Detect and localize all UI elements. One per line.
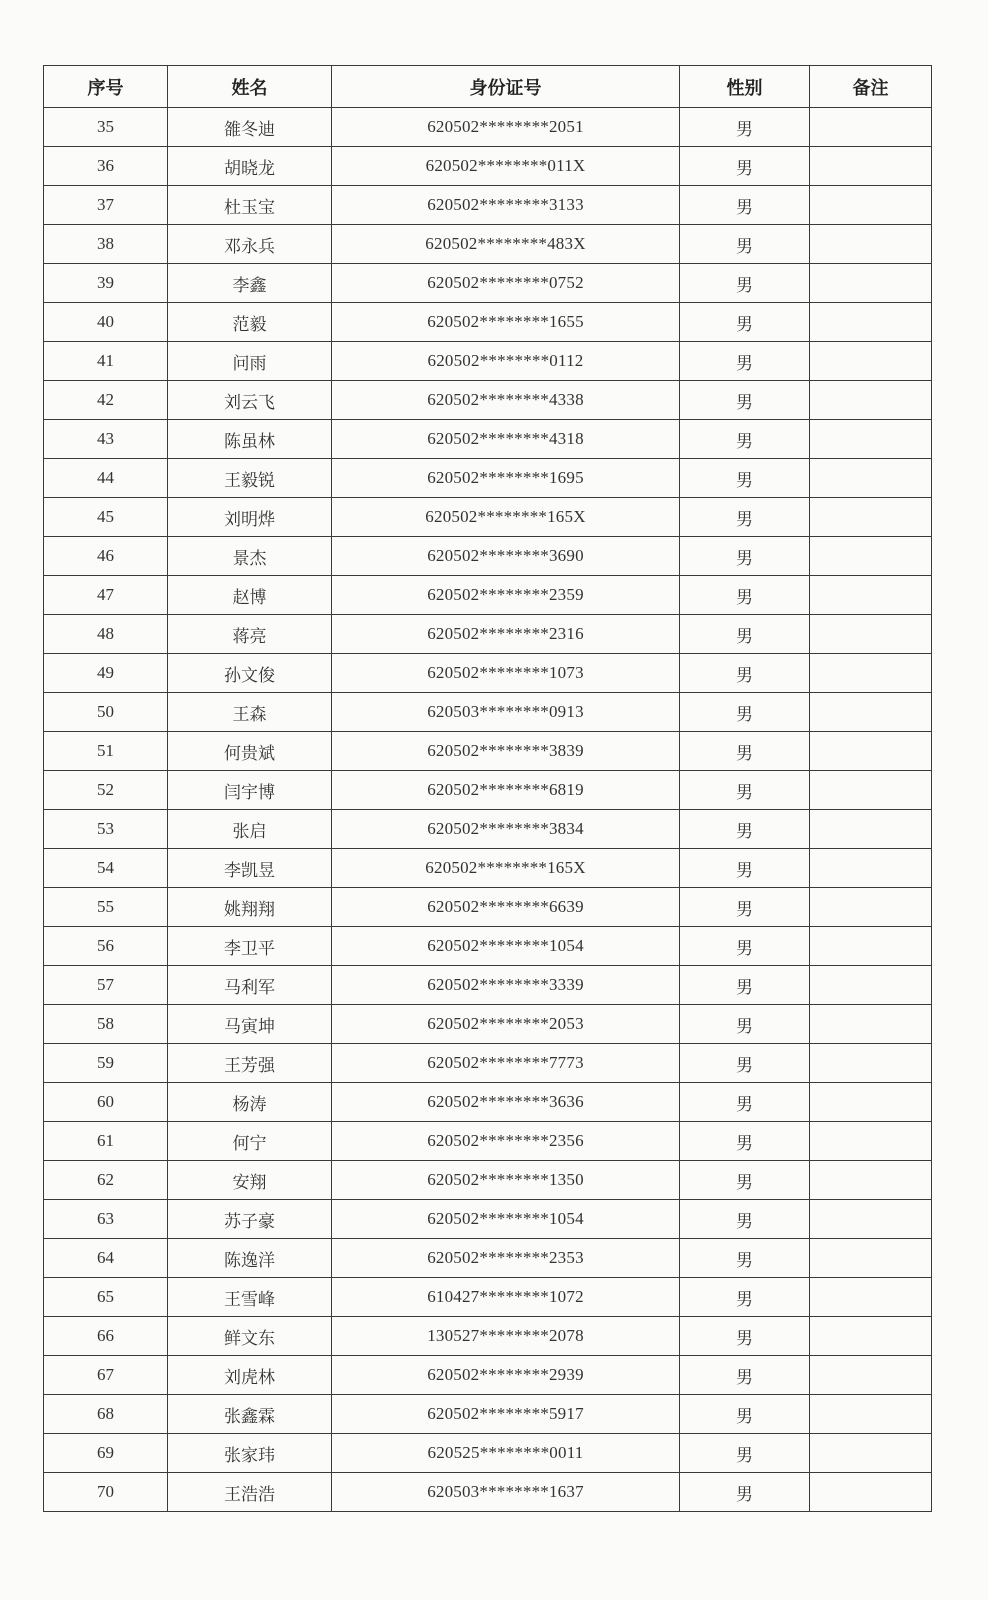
cell-seq: 67 [44,1356,168,1395]
cell-name: 王芳强 [168,1044,332,1083]
cell-gender: 男 [680,1122,810,1161]
table-row [44,420,932,459]
cell-note [810,498,932,537]
cell-id-number: 130527********2078 [332,1317,680,1356]
table-row [44,1317,932,1356]
cell-note [810,849,932,888]
cell-name: 赵博 [168,576,332,615]
cell-seq: 40 [44,303,168,342]
cell-id-number: 620525********0011 [332,1434,680,1473]
header-note: 备注 [810,66,932,108]
cell-gender: 男 [680,1083,810,1122]
cell-id-number: 620502********3834 [332,810,680,849]
cell-note [810,1161,932,1200]
cell-gender: 男 [680,693,810,732]
cell-gender: 男 [680,186,810,225]
cell-note [810,1395,932,1434]
cell-seq: 70 [44,1473,168,1512]
table-row [44,381,932,420]
table-row [44,615,932,654]
cell-note [810,927,932,966]
cell-name: 孙文俊 [168,654,332,693]
cell-gender: 男 [680,147,810,186]
cell-seq: 52 [44,771,168,810]
cell-gender: 男 [680,381,810,420]
cell-note [810,1239,932,1278]
cell-seq: 69 [44,1434,168,1473]
cell-note [810,966,932,1005]
cell-id-number: 620502********3839 [332,732,680,771]
table-row [44,732,932,771]
cell-name: 张启 [168,810,332,849]
cell-name: 李鑫 [168,264,332,303]
cell-id-number: 620502********3339 [332,966,680,1005]
header-gender: 性别 [680,66,810,108]
cell-name: 何宁 [168,1122,332,1161]
cell-id-number: 620502********2353 [332,1239,680,1278]
table-row [44,1005,932,1044]
cell-name: 刘虎林 [168,1356,332,1395]
cell-name: 邓永兵 [168,225,332,264]
cell-id-number: 620502********1054 [332,927,680,966]
cell-seq: 44 [44,459,168,498]
cell-name: 鲜文东 [168,1317,332,1356]
cell-note [810,1473,932,1512]
cell-gender: 男 [680,108,810,147]
cell-gender: 男 [680,1317,810,1356]
cell-seq: 38 [44,225,168,264]
cell-gender: 男 [680,1395,810,1434]
table-row [44,342,932,381]
cell-gender: 男 [680,1356,810,1395]
cell-note [810,1122,932,1161]
header-name: 姓名 [168,66,332,108]
table-row [44,459,932,498]
table-row [44,849,932,888]
cell-id-number: 620502********1655 [332,303,680,342]
cell-id-number: 620502********2359 [332,576,680,615]
cell-note [810,1434,932,1473]
cell-name: 刘云飞 [168,381,332,420]
cell-seq: 35 [44,108,168,147]
cell-seq: 58 [44,1005,168,1044]
cell-id-number: 620502********3636 [332,1083,680,1122]
cell-seq: 62 [44,1161,168,1200]
cell-name: 蒋亮 [168,615,332,654]
cell-name: 闫宇博 [168,771,332,810]
cell-gender: 男 [680,615,810,654]
cell-note [810,108,932,147]
cell-seq: 42 [44,381,168,420]
cell-note [810,147,932,186]
table-row [44,1356,932,1395]
cell-name: 苏子豪 [168,1200,332,1239]
cell-gender: 男 [680,225,810,264]
cell-gender: 男 [680,459,810,498]
cell-note [810,1278,932,1317]
cell-note [810,810,932,849]
cell-seq: 46 [44,537,168,576]
table-row [44,654,932,693]
cell-note [810,771,932,810]
cell-seq: 51 [44,732,168,771]
cell-id-number: 620503********0913 [332,693,680,732]
cell-name: 刘明烨 [168,498,332,537]
cell-name: 杜玉宝 [168,186,332,225]
table-row [44,888,932,927]
cell-note [810,888,932,927]
cell-id-number: 620502********6819 [332,771,680,810]
cell-id-number: 620502********6639 [332,888,680,927]
table-row [44,1083,932,1122]
cell-name: 景杰 [168,537,332,576]
cell-id-number: 620502********2053 [332,1005,680,1044]
table-row [44,498,932,537]
header-id: 身份证号 [332,66,680,108]
cell-seq: 39 [44,264,168,303]
cell-name: 安翔 [168,1161,332,1200]
cell-id-number: 620502********1695 [332,459,680,498]
cell-id-number: 620502********165X [332,498,680,537]
cell-id-number: 620502********2939 [332,1356,680,1395]
cell-name: 王浩浩 [168,1473,332,1512]
cell-gender: 男 [680,342,810,381]
cell-id-number: 620502********3133 [332,186,680,225]
cell-seq: 63 [44,1200,168,1239]
cell-note [810,1200,932,1239]
cell-gender: 男 [680,537,810,576]
cell-seq: 55 [44,888,168,927]
cell-name: 李凯昱 [168,849,332,888]
cell-note [810,576,932,615]
cell-id-number: 620502********0112 [332,342,680,381]
cell-note [810,1044,932,1083]
table-row [44,537,932,576]
cell-seq: 50 [44,693,168,732]
cell-gender: 男 [680,849,810,888]
cell-name: 马寅坤 [168,1005,332,1044]
cell-name: 范毅 [168,303,332,342]
table-row [44,264,932,303]
table-row [44,1395,932,1434]
roster-table [43,65,932,1512]
cell-seq: 54 [44,849,168,888]
cell-gender: 男 [680,888,810,927]
cell-seq: 68 [44,1395,168,1434]
cell-note [810,732,932,771]
cell-name: 张鑫霖 [168,1395,332,1434]
cell-id-number: 620502********1350 [332,1161,680,1200]
table-row [44,1044,932,1083]
cell-name: 问雨 [168,342,332,381]
cell-seq: 56 [44,927,168,966]
table-header-row [44,66,932,108]
cell-seq: 57 [44,966,168,1005]
cell-seq: 37 [44,186,168,225]
cell-gender: 男 [680,1200,810,1239]
cell-gender: 男 [680,303,810,342]
cell-name: 马利军 [168,966,332,1005]
cell-gender: 男 [680,420,810,459]
cell-gender: 男 [680,264,810,303]
cell-gender: 男 [680,732,810,771]
cell-id-number: 620502********2051 [332,108,680,147]
cell-note [810,225,932,264]
cell-seq: 65 [44,1278,168,1317]
cell-id-number: 620502********011X [332,147,680,186]
cell-name: 张家玮 [168,1434,332,1473]
cell-gender: 男 [680,966,810,1005]
cell-note [810,420,932,459]
cell-seq: 48 [44,615,168,654]
cell-name: 王毅锐 [168,459,332,498]
table-row [44,810,932,849]
cell-name: 何贵斌 [168,732,332,771]
cell-note [810,615,932,654]
table-row [44,1122,932,1161]
cell-gender: 男 [680,810,810,849]
cell-name: 姚翔翔 [168,888,332,927]
table-body [44,108,932,1512]
table-row [44,966,932,1005]
cell-note [810,381,932,420]
cell-id-number: 620502********4338 [332,381,680,420]
cell-seq: 36 [44,147,168,186]
cell-name: 李卫平 [168,927,332,966]
cell-note [810,186,932,225]
table-row [44,108,932,147]
cell-id-number: 620502********1073 [332,654,680,693]
cell-seq: 59 [44,1044,168,1083]
cell-gender: 男 [680,498,810,537]
table-row [44,1161,932,1200]
table-row [44,1434,932,1473]
cell-seq: 45 [44,498,168,537]
table-row [44,186,932,225]
cell-note [810,1083,932,1122]
table-row [44,225,932,264]
cell-note [810,342,932,381]
cell-seq: 66 [44,1317,168,1356]
cell-seq: 41 [44,342,168,381]
cell-note [810,537,932,576]
cell-gender: 男 [680,1278,810,1317]
cell-gender: 男 [680,1161,810,1200]
table-row [44,147,932,186]
table-row [44,927,932,966]
cell-gender: 男 [680,1239,810,1278]
cell-name: 胡晓龙 [168,147,332,186]
cell-seq: 49 [44,654,168,693]
table-row [44,693,932,732]
cell-note [810,654,932,693]
cell-id-number: 620502********3690 [332,537,680,576]
cell-gender: 男 [680,1044,810,1083]
table-row [44,1239,932,1278]
cell-seq: 61 [44,1122,168,1161]
table-row [44,576,932,615]
table-row [44,303,932,342]
header-seq: 序号 [44,66,168,108]
cell-id-number: 620502********1054 [332,1200,680,1239]
cell-name: 王雪峰 [168,1278,332,1317]
cell-note [810,1005,932,1044]
cell-id-number: 620502********5917 [332,1395,680,1434]
cell-note [810,1356,932,1395]
cell-name: 雒冬迪 [168,108,332,147]
cell-name: 陈逸洋 [168,1239,332,1278]
cell-note [810,693,932,732]
cell-id-number: 620502********2356 [332,1122,680,1161]
cell-id-number: 620502********165X [332,849,680,888]
cell-seq: 64 [44,1239,168,1278]
cell-id-number: 620502********2316 [332,615,680,654]
cell-gender: 男 [680,1005,810,1044]
table-row [44,1278,932,1317]
cell-name: 杨涛 [168,1083,332,1122]
cell-gender: 男 [680,576,810,615]
cell-name: 陈虽林 [168,420,332,459]
cell-gender: 男 [680,771,810,810]
cell-note [810,459,932,498]
cell-gender: 男 [680,1473,810,1512]
cell-id-number: 620502********7773 [332,1044,680,1083]
cell-id-number: 620502********4318 [332,420,680,459]
cell-seq: 53 [44,810,168,849]
cell-name: 王森 [168,693,332,732]
cell-gender: 男 [680,1434,810,1473]
cell-seq: 60 [44,1083,168,1122]
cell-id-number: 620503********1637 [332,1473,680,1512]
table-row [44,771,932,810]
cell-note [810,303,932,342]
cell-id-number: 620502********0752 [332,264,680,303]
table-row [44,1200,932,1239]
cell-id-number: 610427********1072 [332,1278,680,1317]
cell-seq: 47 [44,576,168,615]
cell-gender: 男 [680,927,810,966]
cell-id-number: 620502********483X [332,225,680,264]
table-row [44,1473,932,1512]
cell-note [810,264,932,303]
cell-note [810,1317,932,1356]
cell-gender: 男 [680,654,810,693]
cell-seq: 43 [44,420,168,459]
